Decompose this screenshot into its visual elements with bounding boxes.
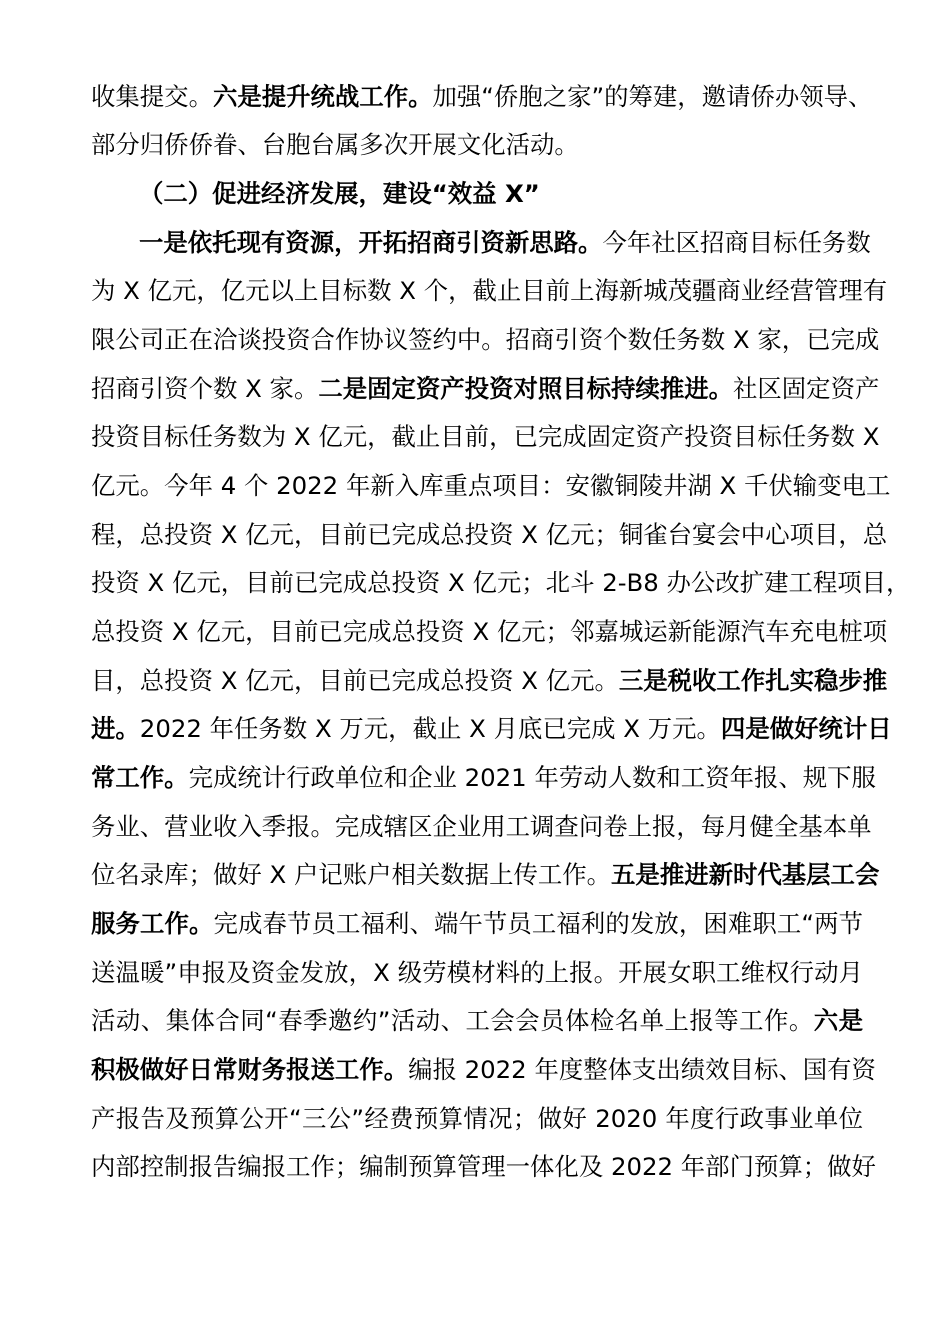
body-text: 收集提交。: [91, 82, 213, 111]
text-line: [91, 850, 880, 899]
text-line: [139, 218, 871, 267]
text-line: [91, 948, 863, 997]
body-text: 限公司正在洽谈投资合作协议签约中。招商引资个数任务数 X 家，已完成: [91, 325, 880, 354]
text-line: [91, 266, 888, 315]
bold-text: 五是推进新时代基层工会: [611, 860, 880, 889]
body-text: 亿元。今年 4 个 2022 年新入库重点项目：安徽铜陵井湖 X 千伏输变电工: [91, 471, 891, 500]
bold-text: 常工作。: [91, 763, 189, 792]
body-text: 部分归侨侨眷、台胞台属多次开展文化活动。: [91, 130, 579, 159]
text-line: [91, 510, 888, 559]
text-line: [91, 704, 892, 753]
text-line: [91, 315, 880, 364]
bold-text: 四是做好统计日: [720, 714, 892, 743]
body-text: 程，总投资 X 亿元，目前已完成总投资 X 亿元；铜雀台宴会中心项目，总: [91, 520, 888, 549]
body-text: 务业、营业收入季报。完成辖区企业用工调查问卷上报，每月健全基本单: [91, 812, 872, 841]
text-line: [91, 412, 880, 461]
body-text: 加强“侨胞之家”的筹建，邀请侨办领导、: [432, 82, 873, 111]
bold-text: 一是依托现有资源，开拓招商引资新思路。: [139, 228, 603, 257]
text-line: [91, 899, 863, 948]
text-line: [91, 996, 863, 1045]
bold-text: 三是税收工作扎实稳步推: [618, 666, 888, 695]
body-text: 送温暖”申报及资金发放，X 级劳模材料的上报。开展女职工维权行动月: [91, 958, 863, 987]
bold-text: 六是: [813, 1006, 863, 1035]
body-text: 总投资 X 亿元，目前已完成总投资 X 亿元；邻嘉城运新能源汽车充电桩项: [91, 617, 888, 646]
text-line: [139, 169, 863, 218]
text-line: [91, 656, 888, 705]
text-line: [91, 1094, 863, 1143]
text-line: [91, 753, 876, 802]
body-text: 位名录库；做好 X 户记账户相关数据上传工作。: [91, 860, 612, 889]
text-line: [91, 364, 880, 413]
bold-text: 服务工作。: [91, 909, 214, 938]
body-text: 完成春节员工福利、端午节员工福利的发放，困难职工“两节: [213, 909, 863, 938]
bold-text: 积极做好日常财务报送工作。: [91, 1055, 409, 1084]
text-line: [91, 1142, 876, 1191]
body-text: 目，总投资 X 亿元，目前已完成总投资 X 亿元。: [91, 666, 619, 695]
body-text: 编报 2022 年度整体支出绩效目标、国有资: [408, 1055, 876, 1084]
text-line: [91, 461, 891, 510]
bold-text: 进。: [91, 714, 140, 743]
body-text: 为 X 亿元，亿元以上目标数 X 个，截止目前上海新城茂疆商业经营管理有: [91, 276, 888, 305]
body-text: 投资 X 亿元，目前已完成总投资 X 亿元；北斗 2-B8 办公改扩建工程项目，: [91, 568, 911, 597]
body-text: 今年社区招商目标任务数: [602, 228, 871, 257]
body-text: 产报告及预算公开“三公”经费预算情况；做好 2020 年度行政事业单位: [91, 1104, 863, 1133]
text-line: [91, 120, 863, 169]
bold-text: （二）促进经济发展，建设“效益 X”: [139, 179, 540, 208]
body-text: 社区固定资产: [733, 374, 880, 403]
body-text: 活动、集体合同“春季邀约”活动、工会会员体检名单上报等工作。: [91, 1006, 814, 1035]
body-text: 招商引资个数 X 家。: [91, 374, 319, 403]
text-line: [91, 1045, 876, 1094]
text-line: [91, 558, 911, 607]
bold-text: 六是提升统战工作。: [212, 82, 433, 111]
body-text: 投资目标任务数为 X 亿元，截止目前，已完成固定资产投资目标任务数 X: [91, 422, 880, 451]
text-line: [91, 802, 872, 851]
text-line: [91, 607, 888, 656]
body-text: 完成统计行政单位和企业 2021 年劳动人数和工资年报、规下服: [188, 763, 876, 792]
body-text: 内部控制报告编报工作；编制预算管理一体化及 2022 年部门预算；做好: [91, 1152, 876, 1181]
body-text: 2022 年任务数 X 万元，截止 X 月底已完成 X 万元。: [139, 714, 721, 743]
text-line: [91, 72, 873, 121]
bold-text: 二是固定资产投资对照目标持续推进。: [318, 374, 733, 403]
